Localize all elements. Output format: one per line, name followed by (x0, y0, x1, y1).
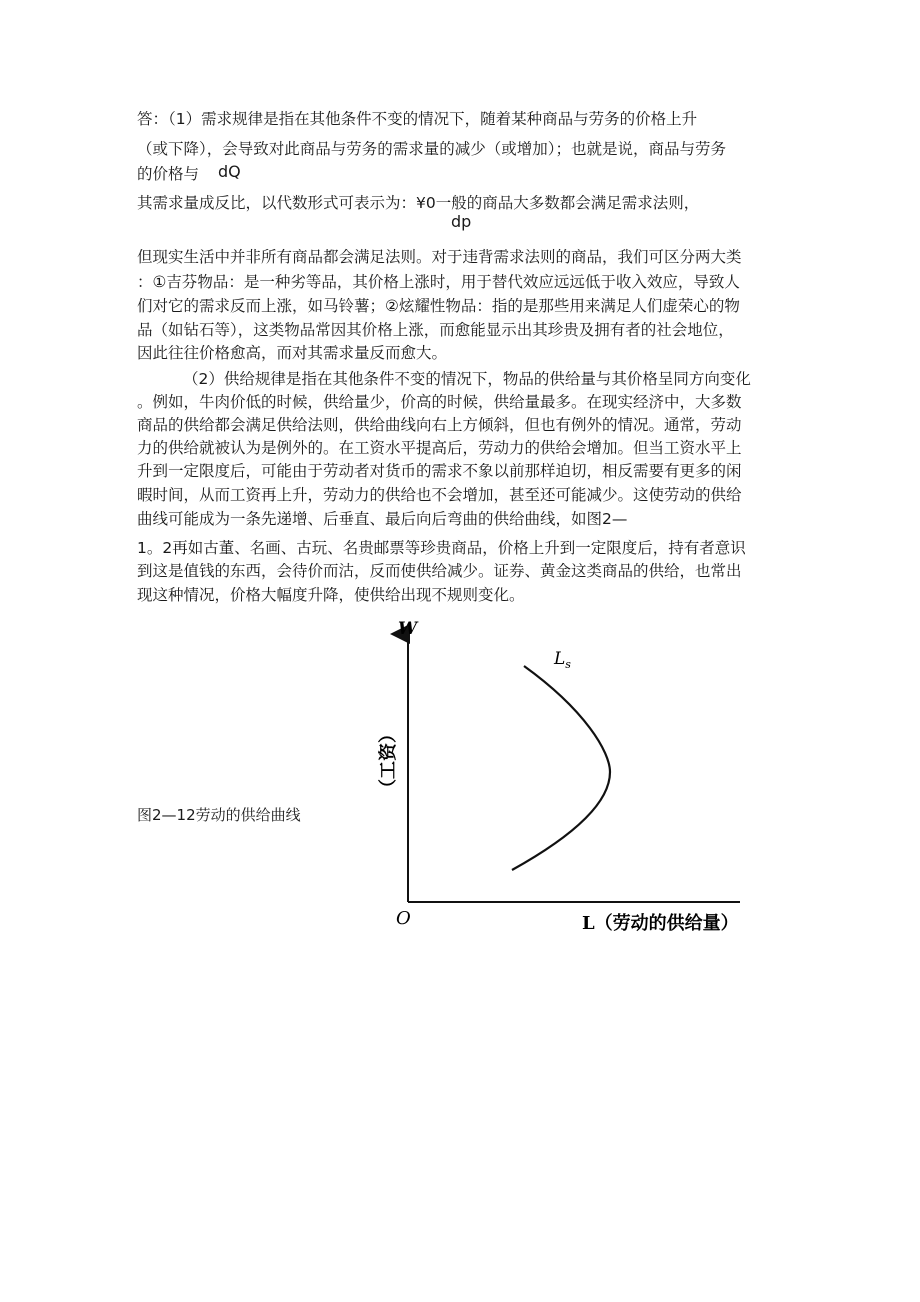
origin-label: O (396, 908, 411, 929)
part2-line-9: 到这是值钱的东西，会待价而沽，反而使供给减少。证券、黄金这类商品的供给，也常出 (137, 562, 742, 580)
labor-supply-curve (512, 666, 610, 870)
curve-label: $L_s$ (554, 649, 571, 671)
formula-numerator: dQ (218, 162, 241, 181)
part2-line-5: 升到一定限度后，可能由于劳动者对货币的需求不象以前那样迫切，相反需要有更多的闲 (137, 462, 742, 480)
answer-line-1: 答：（1）需求规律是指在其他条件不变的情况下，随着某种商品与劳务的价格上升 (137, 110, 698, 128)
answer-line-8: 品（如钻石等），这类物品常因其价格上涨，而愈能显示出其珍贵及拥有者的社会地位， (137, 321, 734, 339)
part2-line-2: 。例如，牛肉价低的时候，供给量少，价高的时候，供给量最多。在现实经济中，大多数 (137, 393, 742, 411)
figure-caption: 图2—12劳动的供给曲线 (137, 806, 301, 824)
answer-line-9: 因此往往价格愈高，而对其需求量反而愈大。 (137, 344, 448, 362)
answer-line-2: （或下降），会导致对此商品与劳务的需求量的减少（或增加）；也就是说，商品与劳务 (137, 140, 727, 158)
y-axis-label: （工资） (378, 725, 399, 797)
part2-line-4: 力的供给就被认为是例外的。在工资水平提高后，劳动力的供给会增加。但当工资水平上 (137, 439, 742, 457)
part2-line-6: 暇时间，从而工资再上升，劳动力的供给也不会增加，甚至还可能减少。这使劳动的供给 (137, 486, 742, 504)
part2-line-3: 商品的供给都会满足供给法则，供给曲线向右上方倾斜，但也有例外的情况。通常，劳动 (137, 416, 742, 434)
answer-line-5: 但现实生活中并非所有商品都会满足法则。对于违背需求法则的商品，我们可区分两大类 (137, 248, 742, 266)
part2-line-8: 1。2再如古董、名画、古玩、名贵邮票等珍贵商品，价格上升到一定限度后，持有者意识 (137, 539, 746, 557)
answer-line-6: ：①吉芬物品：是一种劣等品，其价格上涨时，用于替代效应远远低于收入效应，导致人 (137, 273, 740, 291)
formula-line: 其需求量成反比，以代数形式可表示为：¥0一般的商品大多数都会满足需求法则， (137, 194, 700, 212)
part2-line-7: 曲线可能成为一条先递增、后垂直、最后向后弯曲的供给曲线，如图2— (137, 510, 628, 528)
formula-denominator: dp (451, 212, 472, 231)
y-axis-symbol: W (398, 619, 418, 639)
labor-supply-figure (370, 612, 770, 942)
part2-line-10: 现这种情况，价格大幅度升降，使供给出现不规则变化。 (137, 586, 525, 604)
answer-line-7: 们对它的需求反而上涨，如马铃薯；②炫耀性物品：指的是那些用来满足人们虚荣心的物 (137, 297, 740, 315)
answer-line-3: 的价格与 (137, 165, 200, 183)
x-axis-label: L（劳动的供给量） (582, 913, 739, 934)
part2-line-1: （2）供给规律是指在其他条件不变的情况下，物品的供给量与其价格呈同方向变化 (183, 370, 751, 388)
